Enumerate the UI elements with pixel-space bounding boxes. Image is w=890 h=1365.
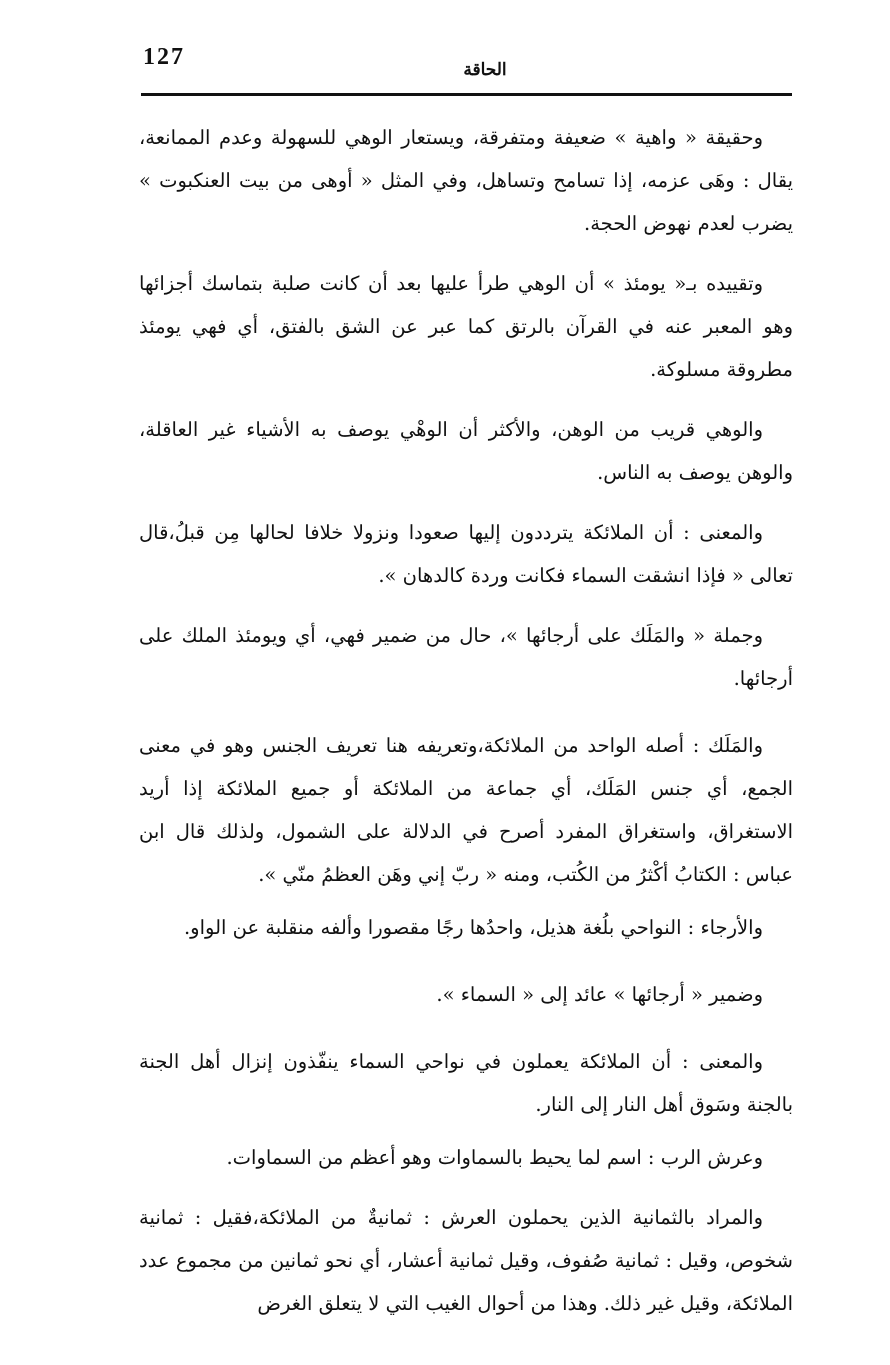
- header-rule: [141, 93, 792, 96]
- paragraph: والمعنى : أن الملائكة يترددون إليها صعودا ونزولا خلافا لحالها مِن قبلُ،قال تعالى « فإذا انشقت السماء فكانت وردة كالدهان ».: [139, 521, 793, 587]
- paragraph: وعرش الرب : اسم لما يحيط بالسماوات وهو أعظم من السماوات.: [226, 1146, 763, 1169]
- paragraph: والوهي قريب من الوهن، والأكثر أن الوهْي يوصف به الأشياء غير العاقلة، والوهن يوصف به الناس.: [139, 418, 793, 484]
- paragraph: والمَلَك : أصله الواحد من الملائكة،وتعريفه هنا تعريف الجنس وهو في معنى الجمع، أي جنس المَلَك، أي جماعة من الملائكة أو جميع الملائكة إذا أريد الاستغراق، واستغراق المفرد أصرح في الدلالة على الشمول، ولذلك قال ابن عباس : الكتابُ أكْثرُ من الكُتب، ومنه « ربّ إني وهَن العظمُ منّي ».: [139, 734, 793, 886]
- paragraph: وحقيقة « واهية » ضعيفة ومتفرقة، ويستعار الوهي للسهولة وعدم الممانعة، يقال : وهَى عزمه، إذا تسامح وتساهل، وفي المثل « أوهى من بيت العنكبوت » يضرب لعدم نهوض الحجة.: [139, 126, 793, 235]
- page-number: 127: [143, 44, 185, 70]
- paragraph: وجملة « والمَلَك على أرجائها »، حال من ضمير فهي، أي ويومئذ الملك على أرجائها.: [139, 624, 793, 690]
- paragraph: وضمير « أرجائها » عائد إلى « السماء ».: [436, 983, 763, 1006]
- paragraph: وتقييده بـ« يومئذ » أن الوهي طرأ عليها بعد أن كانت صلبة بتماسك أجزائها وهو المعبر عنه في القرآن بالرتق كما عبر عن الشق بالفتق، أي فهي يومئذ مطروقة مسلوكة.: [139, 272, 793, 381]
- paragraph: والمراد بالثمانية الذين يحملون العرش : ثمانيةٌ من الملائكة،فقيل : ثمانية شخوص، وقيل : ثمانية صُفوف، وقيل ثمانية أعشار، أي نحو ثمانين من مجموع عدد الملائكة، وقيل غير ذلك. وهذا من أحوال الغيب التي لا يتعلق الغرض: [139, 1206, 793, 1315]
- paragraph: والأرجاء : النواحي بلُغة هذيل، واحدُها رجًا مقصورا وألفه منقلبة عن الواو.: [183, 916, 763, 939]
- running-title: الحاقة: [463, 60, 507, 80]
- page-body: [139, 116, 793, 1342]
- paragraph: والمعنى : أن الملائكة يعملون في نواحي السماء ينفّذون إنزال أهل الجنة بالجنة وسَوق أهل النار إلى النار.: [139, 1050, 793, 1116]
